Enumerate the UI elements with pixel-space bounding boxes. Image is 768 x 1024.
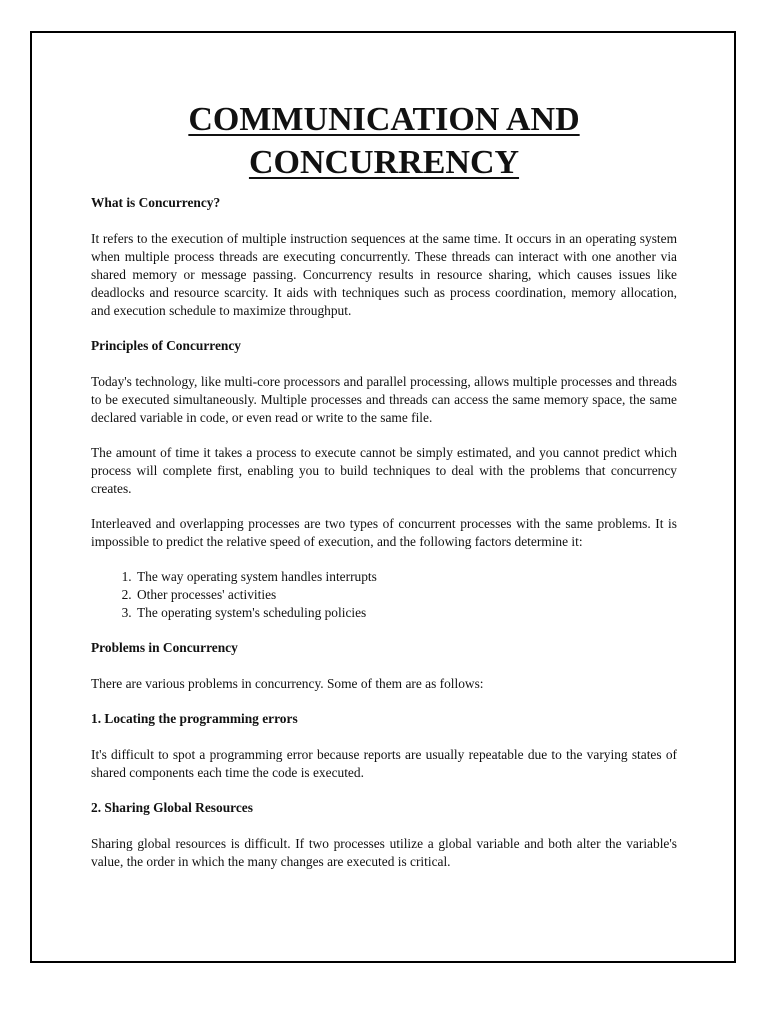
paragraph-principles-1: Today's technology, like multi-core processors and parallel processing, allows multiple processes and threads to be executed simultaneously. Multiple processes and threads can access the same memory space, the same declared variable in code, or even read or write to the same file. bbox=[91, 374, 677, 425]
document-body bbox=[91, 194, 677, 888]
list-item: 3. The operating system's scheduling policies bbox=[135, 604, 677, 622]
list-item: 1. The way operating system handles interrupts bbox=[135, 568, 677, 586]
section-heading-sharing-resources: 2. Sharing Global Resources bbox=[91, 800, 253, 815]
section-heading-what-is-concurrency: What is Concurrency? bbox=[91, 195, 221, 210]
title-line-1: COMMUNICATION AND bbox=[188, 101, 580, 138]
title-line-2: CONCURRENCY bbox=[248, 144, 520, 181]
list-item: 2. Other processes' activities bbox=[135, 586, 677, 604]
section-heading-locating-errors: 1. Locating the programming errors bbox=[91, 711, 298, 726]
section-heading-principles: Principles of Concurrency bbox=[91, 338, 242, 353]
paragraph-concurrency-definition: It refers to the execution of multiple instruction sequences at the same time. It occurs in an operating system when multiple process threads are executing concurrently. These threads can interact with one another via shared memory or message passing. Concurrency results in resource sharing, which causes issues like deadlocks and resource scarcity. It aids with techniques such as process coordination, memory allocation, and execution schedule to maximize throughput. bbox=[91, 231, 677, 318]
section-heading-problems: Problems in Concurrency bbox=[91, 640, 238, 655]
paragraph-locating-errors: It's difficult to spot a programming error because reports are usually repeatable due to the varying states of shared components each time the code is executed. bbox=[91, 747, 677, 780]
factors-list bbox=[91, 568, 677, 622]
paragraph-problems-intro: There are various problems in concurrency. Some of them are as follows: bbox=[91, 676, 484, 691]
paragraph-principles-2: The amount of time it takes a process to execute cannot be simply estimated, and you cannot predict which process will complete first, enabling you to build techniques to deal with the problems that concurrency creates. bbox=[91, 445, 677, 496]
paragraph-sharing-resources: Sharing global resources is difficult. If two processes utilize a global variable and both alter the variable's value, the order in which the many changes are executed is critical. bbox=[91, 836, 677, 869]
document-title bbox=[0, 98, 768, 184]
paragraph-principles-3: Interleaved and overlapping processes are two types of concurrent processes with the same problems. It is impossible to predict the relative speed of execution, and the following factors determine it: bbox=[91, 516, 677, 549]
